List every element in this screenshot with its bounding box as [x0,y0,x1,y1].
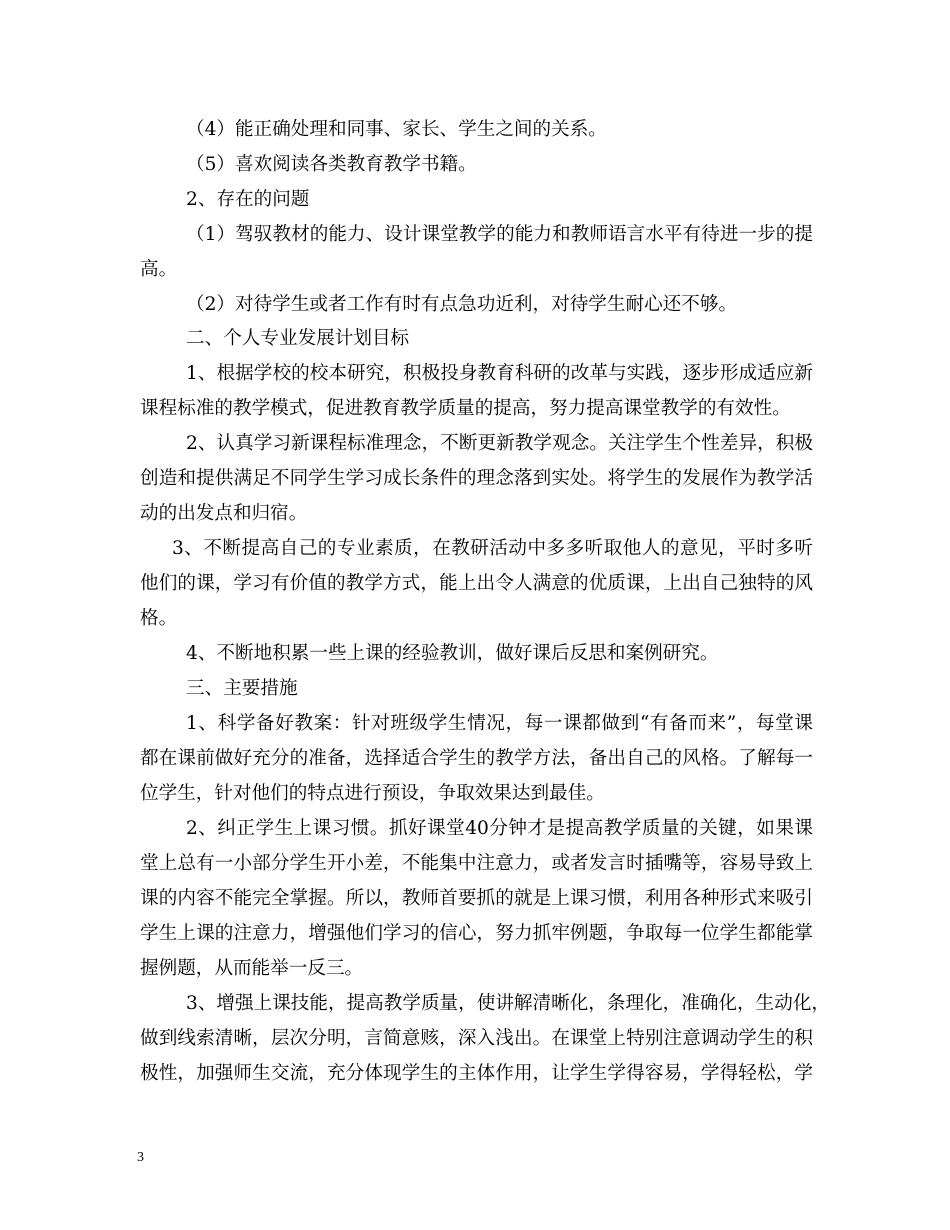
section-heading: 二、个人专业发展计划目标 [186,328,410,349]
text-line: （2）对待学生或者工作有时有点急功近利，对待学生耐心还不够。 [186,294,738,315]
section-heading: 三、主要措施 [186,678,298,699]
text-line: 都在课前做好充分的准备，选择适合学生的教学方法，备出自己的风格。了解每一 [140,748,813,769]
text-line: 高。 [140,259,178,280]
text-line: （1）驾驭教材的能力、设计课堂教学的能力和教师语言水平有待进一步的提 [186,224,813,245]
text-line: 4、不断地积累一些上课的经验教训，做好课后反思和案例研究。 [186,643,719,664]
section-heading: 2、存在的问题 [186,189,310,210]
page-number: 3 [137,1150,144,1165]
text-line: 创造和提供满足不同学生学习成长条件的理念落到实处。将学生的发展作为教学活 [140,468,813,489]
text-line: 位学生，针对他们的特点进行预设，争取效果达到最佳。 [140,783,605,804]
text-line: 极性，加强师生交流，充分体现学生的主体作用，让学生学得容易，学得轻松，学 [140,1063,813,1084]
text-line: 2、纠正学生上课习惯。抓好课堂40分钟才是提高教学质量的关键，如果课 [186,818,813,839]
text-line: 3、增强上课技能，提高教学质量，使讲解清晰化，条理化，准确化，生动化， [186,993,831,1014]
text-line: 学生上课的注意力，增强他们学习的信心，努力抓牢例题，争取每一位学生都能掌 [140,923,813,944]
text-line: 3、不断提高自己的专业素质，在教研活动中多多听取他人的意见，平时多听 [172,538,813,559]
text-line: 2、认真学习新课程标准理念，不断更新教学观念。关注学生个性差异，积极 [186,433,813,454]
text-line: 1、科学备好教案：针对班级学生情况，每一课都做到“有备而来”，每堂课 [186,713,813,734]
text-line: 格。 [140,608,178,629]
text-line: （4）能正确处理和同事、家长、学生之间的关系。 [186,119,607,140]
text-line: 握例题，从而能举一反三。 [140,958,364,979]
text-line: （5）喜欢阅读各类教育教学书籍。 [186,154,477,175]
text-line: 1、根据学校的校本研究，积极投身教育科研的改革与实践，逐步形成适应新 [186,363,813,384]
text-line: 他们的课，学习有价值的教学方式，能上出令人满意的优质课，上出自己独特的风 [140,573,813,594]
text-line: 课的内容不能完全掌握。所以，教师首要抓的就是上课习惯，利用各种形式来吸引 [140,888,813,909]
text-line: 做到线索清晰，层次分明，言简意赅，深入浅出。在课堂上特别注意调动学生的积 [140,1028,813,1049]
text-line: 动的出发点和归宿。 [140,503,308,524]
text-line: 课程标准的教学模式，促进教育教学质量的提高，努力提高课堂教学的有效性。 [140,398,791,419]
text-line: 堂上总有一小部分学生开小差，不能集中注意力，或者发言时插嘴等，容易导致上 [140,853,813,874]
